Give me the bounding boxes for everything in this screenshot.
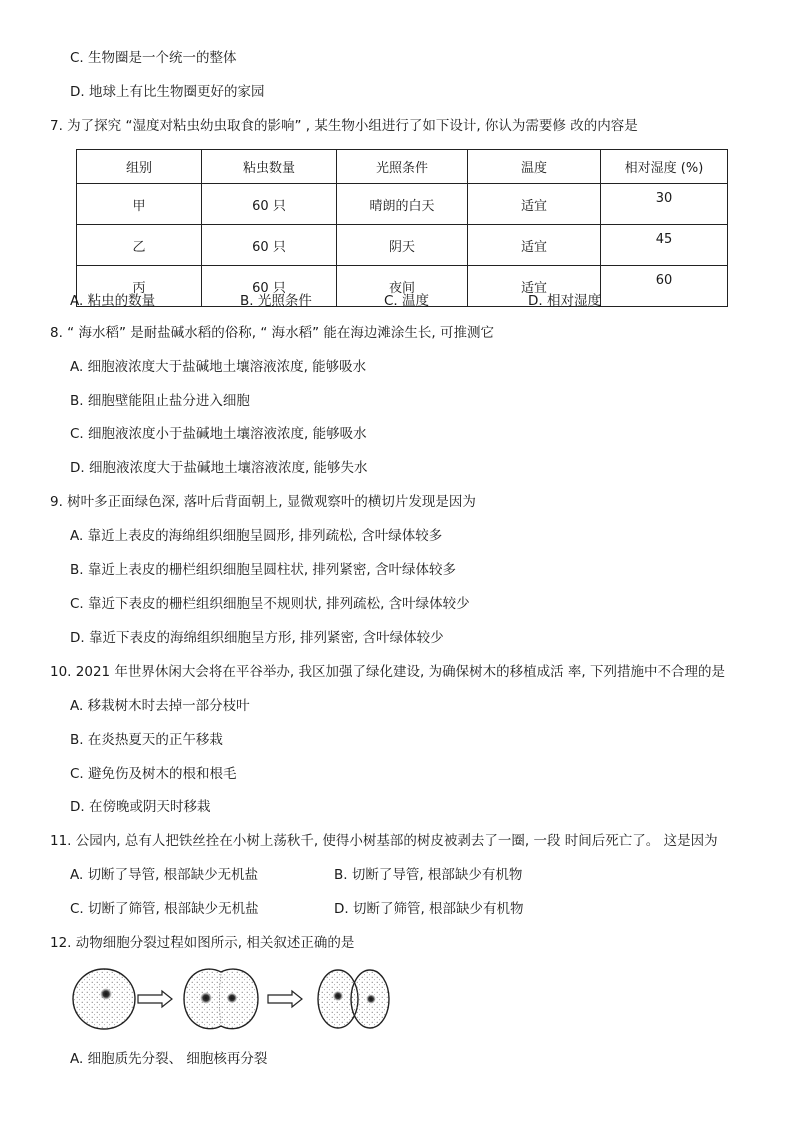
table-cell: 30: [601, 184, 728, 225]
q12-option-a: A. 细胞质先分裂、 细胞核再分裂: [70, 1051, 268, 1067]
q11-option-a: A. 切断了导管, 根部缺少无机盐: [70, 867, 259, 883]
table-header-row: [77, 150, 728, 184]
table-cell: 乙: [77, 225, 202, 266]
q9-option-a: A. 靠近上表皮的海绵组织细胞呈圆形, 排列疏松, 含叶绿体较多: [70, 528, 443, 544]
q12-stem: 12. 动物细胞分裂过程如图所示, 相关叙述正确的是: [50, 935, 355, 951]
q11-option-c: C. 切断了筛管, 根部缺少无机盐: [70, 901, 259, 917]
experiment-table: [76, 149, 728, 307]
q7-option-d: D. 相对湿度: [528, 293, 601, 309]
table-cell: 适宜: [468, 225, 601, 266]
table-cell: 丙: [77, 266, 202, 307]
q9-stem: 9. 树叶多正面绿色深, 落叶后背面朝上, 显微观察叶的横切片发现是因为: [50, 494, 476, 510]
table-cell: 适宜: [468, 266, 601, 307]
cell-division-diagram: [66, 966, 396, 1034]
q9-option-c: C. 靠近下表皮的栅栏组织细胞呈不规则状, 排列疏松, 含叶绿体较少: [70, 596, 470, 612]
q8-option-d: D. 细胞液浓度大于盐碱地土壤溶液浓度, 能够失水: [70, 460, 368, 476]
table-cell: 晴朗的白天: [337, 184, 468, 225]
q10-option-d: D. 在傍晚或阴天时移栽: [70, 799, 211, 815]
table-cell: 60 只: [202, 225, 337, 266]
table-row: [77, 184, 728, 225]
table-cell: 60 只: [202, 266, 337, 307]
cell-stage-3: [318, 970, 389, 1028]
q7-stem: 7. 为了探究 “湿度对粘虫幼虫取食的影响” , 某生物小组进行了如下设计, 你认为需要修 改的内容是: [50, 118, 638, 134]
table-cell: 夜间: [337, 266, 468, 307]
q7-option-b: B. 光照条件: [240, 293, 312, 309]
table-cell: 阴天: [337, 225, 468, 266]
q7-option-c: C. 温度: [384, 293, 430, 309]
q9-option-b: B. 靠近上表皮的栅栏组织细胞呈圆柱状, 排列紧密, 含叶绿体较多: [70, 562, 457, 578]
arrow-icon: [268, 991, 302, 1007]
q8-option-b: B. 细胞壁能阻止盐分进入细胞: [70, 393, 250, 409]
table-header-cell: 光照条件: [337, 150, 468, 184]
table-cell: 45: [601, 225, 728, 266]
table-row: [77, 225, 728, 266]
table-header-cell: 粘虫数量: [202, 150, 337, 184]
q8-option-a: A. 细胞液浓度大于盐碱地土壤溶液浓度, 能够吸水: [70, 359, 367, 375]
table-cell: 60: [601, 266, 728, 307]
table-cell: 60 只: [202, 184, 337, 225]
table-cell: 甲: [77, 184, 202, 225]
table-header-cell: 温度: [468, 150, 601, 184]
q11-stem: 11. 公园内, 总有人把铁丝拴在小树上荡秋千, 使得小树基部的树皮被剥去了一圈, 一段 时间后死亡了。 这是因为: [50, 833, 718, 849]
q6-option-c: C. 生物圈是一个统一的整体: [70, 50, 237, 66]
q8-option-c: C. 细胞液浓度小于盐碱地土壤溶液浓度, 能够吸水: [70, 426, 367, 442]
q11-option-d: D. 切断了筛管, 根部缺少有机物: [334, 901, 524, 917]
q10-stem: 10. 2021 年世界休闲大会将在平谷举办, 我区加强了绿化建设, 为确保树木的移植成活 率, 下列措施中不合理的是: [50, 664, 725, 680]
q10-option-b: B. 在炎热夏天的正午移栽: [70, 732, 223, 748]
table-header-cell: 相对湿度 (%): [601, 150, 728, 184]
cell-stage-2: [184, 969, 258, 1029]
arrow-icon: [138, 991, 172, 1007]
q9-option-d: D. 靠近下表皮的海绵组织细胞呈方形, 排列紧密, 含叶绿体较少: [70, 630, 444, 646]
q7-option-a: A. 粘虫的数量: [70, 293, 156, 309]
cell-stage-1: [73, 969, 135, 1029]
q10-option-c: C. 避免伤及树木的根和根毛: [70, 766, 237, 782]
q8-stem: 8. “ 海水稻” 是耐盐碱水稻的俗称, “ 海水稻” 能在海边滩涂生长, 可推测它: [50, 325, 494, 341]
q6-option-d: D. 地球上有比生物圈更好的家园: [70, 84, 265, 100]
q10-option-a: A. 移栽树木时去掉一部分枝叶: [70, 698, 250, 714]
table-cell: 适宜: [468, 184, 601, 225]
table-header-cell: 组别: [77, 150, 202, 184]
q11-option-b: B. 切断了导管, 根部缺少有机物: [334, 867, 523, 883]
